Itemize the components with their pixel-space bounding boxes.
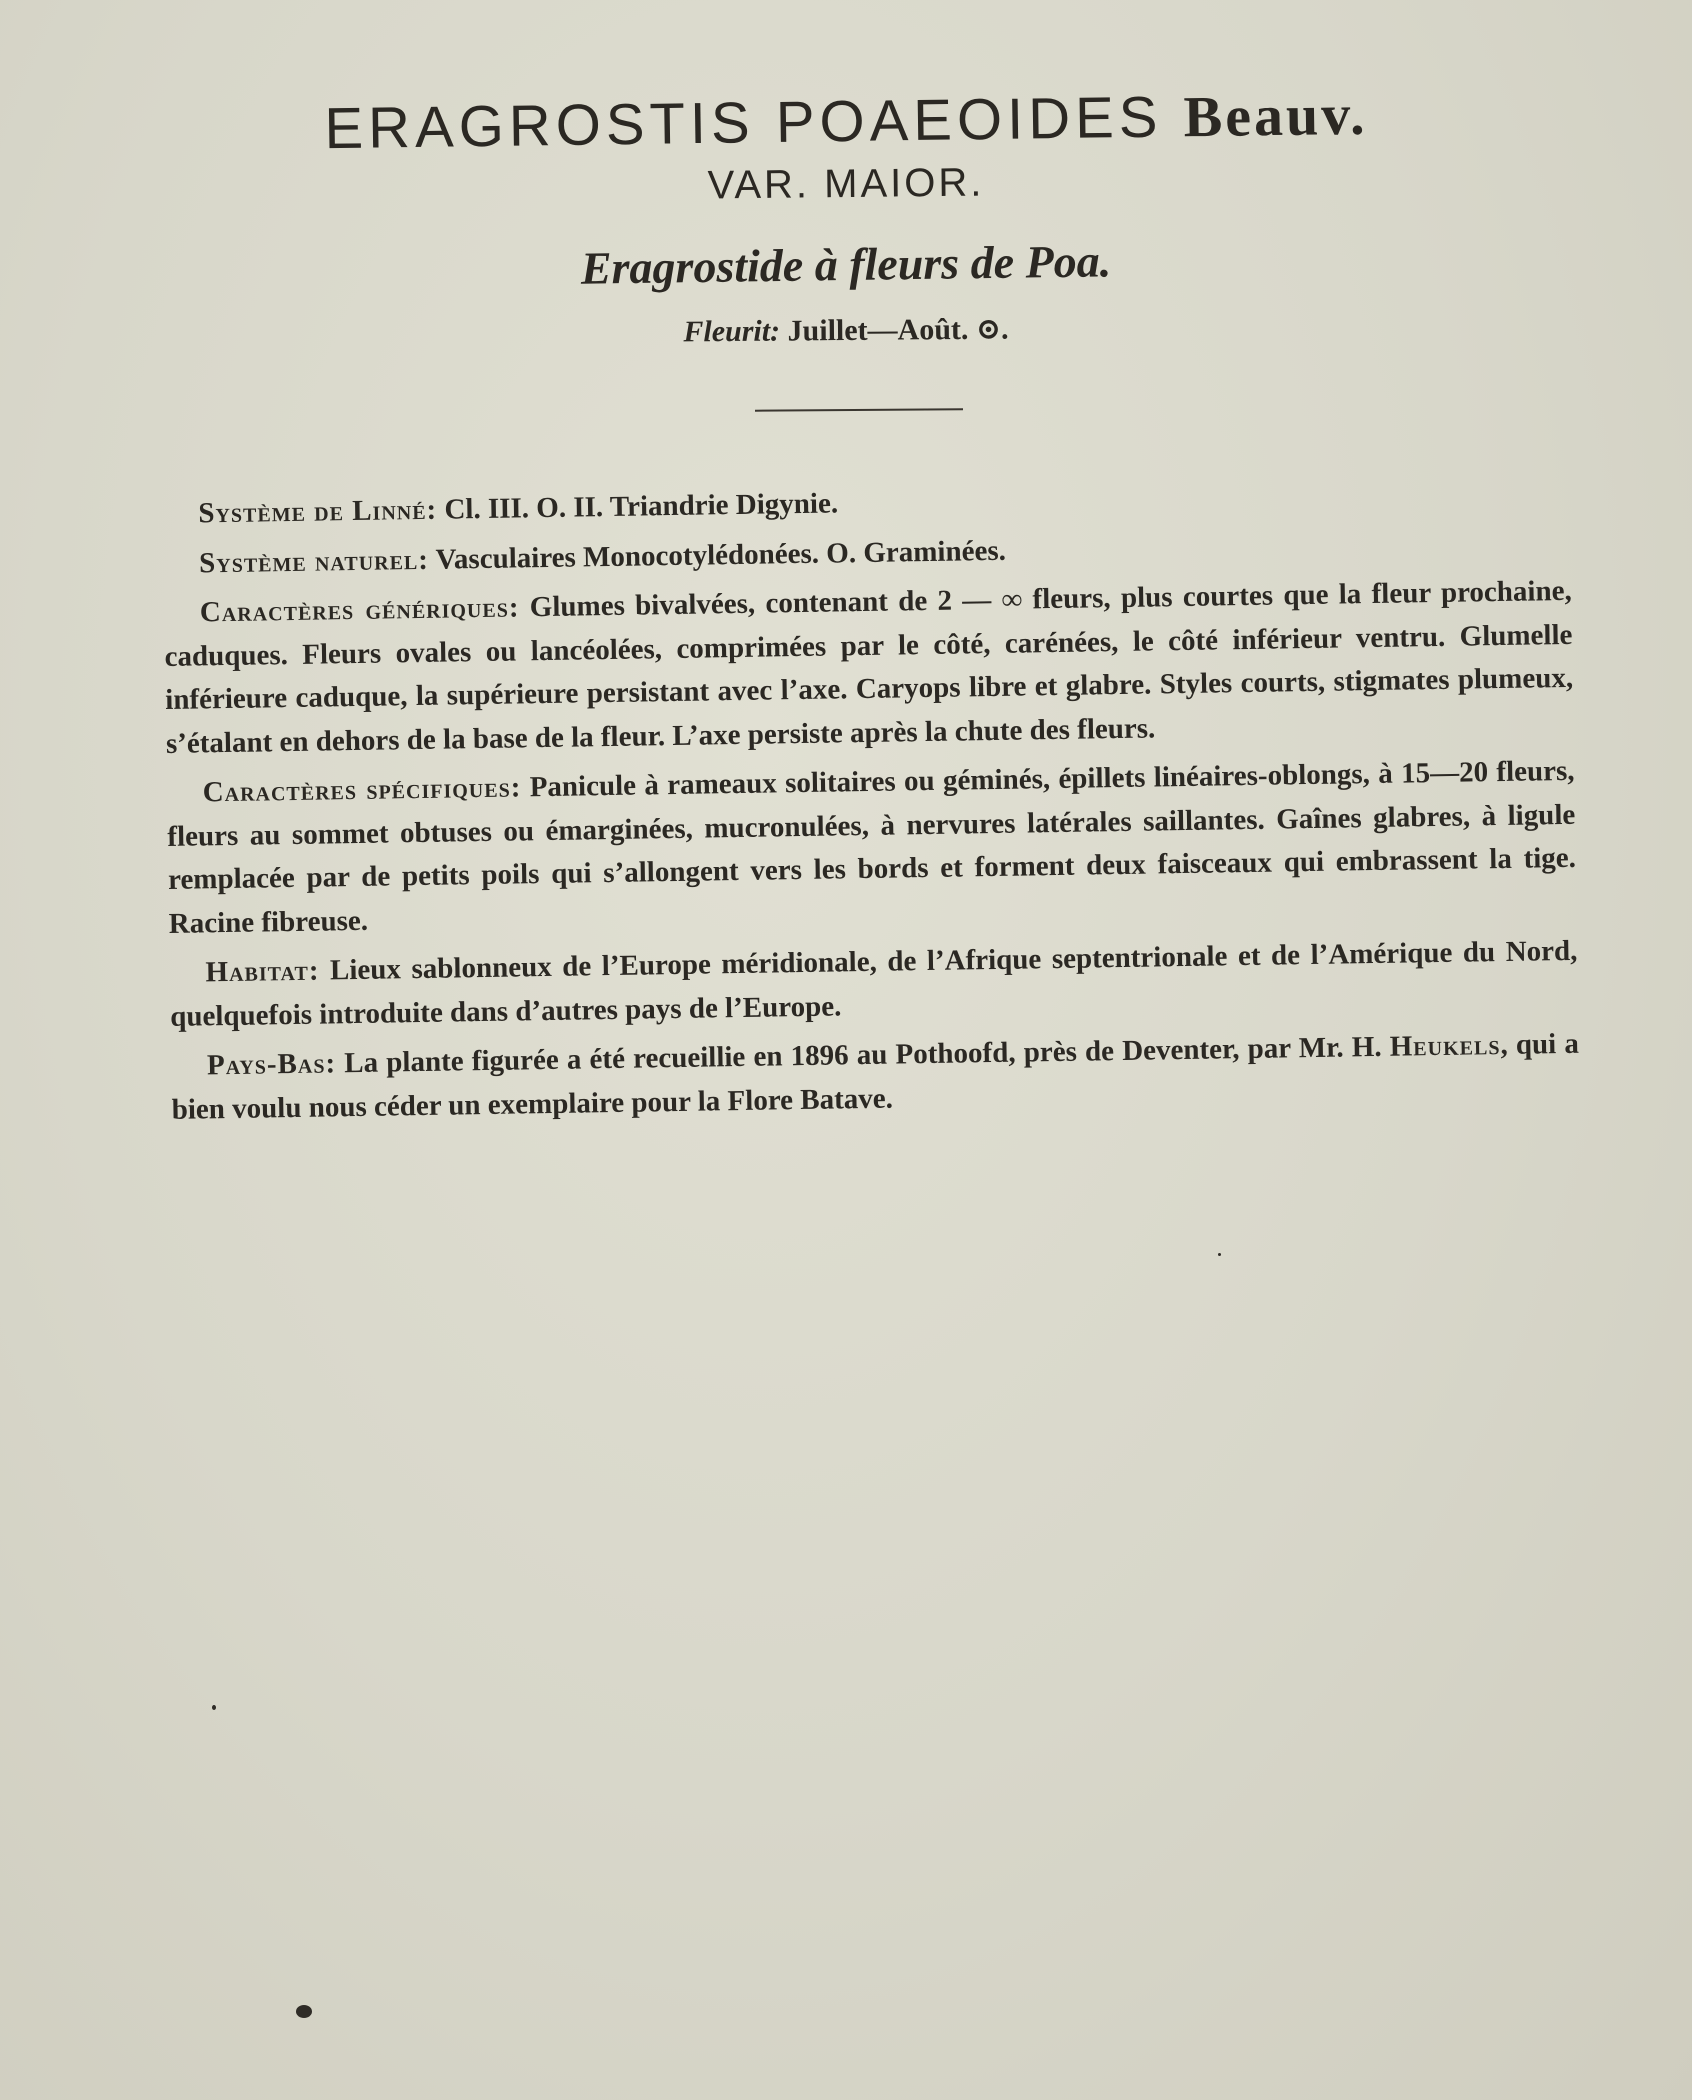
variety-line: VAR. MAIOR. (707, 160, 985, 208)
section-text-after: , qui a bien voulu nous céder un exemplaire pour la Flore Batave. (171, 1027, 1580, 1126)
section-label: Caractères spécifiques: (202, 771, 522, 809)
section-netherlands (171, 1023, 1580, 1132)
section-specific-characters (166, 750, 1577, 946)
divider-rule (755, 408, 963, 411)
section-text: Glumes bivalvées, contenant de 2 — ∞ fleurs, plus courtes que la fleur prochaine, caduques. Fleurs ovales ou lancéolées, comprimées par le côté, carénées, le côté inférieur ventru. Glumelle inférieure caduque, la supérieure persistant avec l’axe. Caryops libre et glabre. Styles courts, stigmates plumeux, s’étalant en dehors de la base de la fleur. L’axe persiste après la chute des fleurs. (164, 574, 1574, 760)
ink-spot (296, 2005, 312, 2018)
collector-name: Heukels (1389, 1029, 1501, 1063)
ink-spot (212, 1705, 216, 1710)
section-text: La plante figurée a été recueillie en 1896 au Pothoofd, près de Deventer, par Mr. H. (344, 1030, 1390, 1080)
flowering-label: Fleurit: (683, 314, 781, 349)
flowering-value: Juillet—Août. ⊙. (787, 312, 1009, 348)
section-label: Caractères génériques: (199, 591, 520, 629)
section-text: Panicule à rameaux solitaires ou géminés, épillets linéaires-oblongs, à 15—20 fleurs, fleurs au sommet obtuses ou émarginées, mucronulées, à nervures latérales saillantes. Gaînes glabres, à ligule remplacée par de petits poils qui s’allongent vers les bords et forment deux faisceaux qui embrassent la tige. Racine fibreuse. (167, 754, 1577, 940)
species-author: Beauv. (1183, 81, 1368, 150)
section-text: Vasculaires Monocotylédonées. O. Graminées. (435, 534, 1007, 576)
section-label: Pays-Bas: (206, 1047, 337, 1082)
flowering-line (0, 306, 1692, 356)
section-label: Système naturel: (198, 543, 430, 579)
section-generic-characters (164, 570, 1575, 766)
section-text: Lieux sablonneux de l’Europe méridionale, de l’Afrique septentrionale et de l’Amérique du Nord, quelquefois introduite dans d’autres pays de l’Europe. (169, 934, 1578, 1033)
common-name: Eragrostide à fleurs de Poa. (580, 235, 1112, 294)
section-text: Cl. III. O. II. Triandrie Digynie. (444, 487, 839, 526)
section-habitat (169, 930, 1578, 1039)
species-title (0, 76, 1692, 167)
species-name: ERAGROSTIS POAEOIDES (324, 84, 1163, 162)
section-label: Système de Linné: (198, 493, 438, 530)
ink-spot (1218, 1253, 1221, 1256)
description-body (162, 471, 1580, 1138)
section-label: Habitat: (205, 954, 320, 989)
